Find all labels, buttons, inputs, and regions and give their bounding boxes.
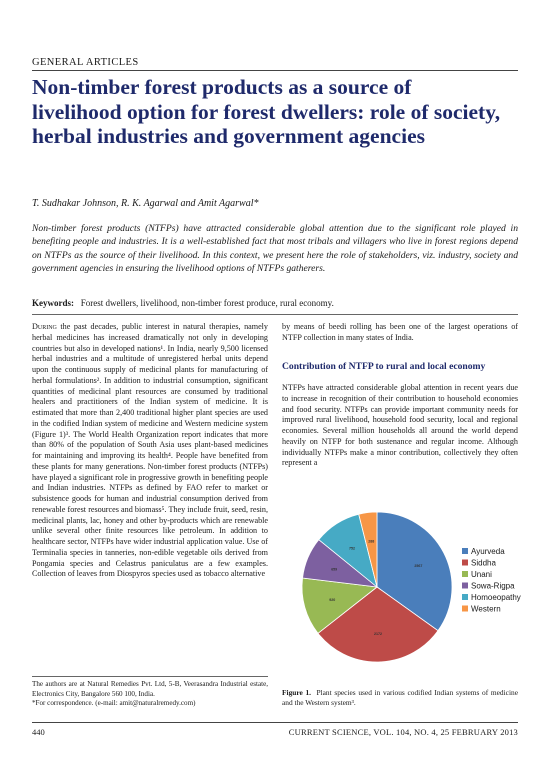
article-title: Non-timber forest products as a source of livelihood option for forest dwellers: role of society, herbal industries and government agencies (32, 75, 501, 148)
pie-chart-svg (282, 500, 522, 675)
legend-label-siddha: Siddha (471, 558, 496, 568)
keywords-line (32, 298, 518, 308)
footnote (32, 680, 268, 709)
legend-swatch-western (462, 606, 468, 612)
body-left-column (32, 322, 268, 580)
footnote-correspondence: *For correspondence. (e-mail: amit@naturalremedy.com) (32, 699, 196, 707)
keywords-label: Keywords: (32, 298, 74, 308)
figure-1-chart (282, 500, 522, 675)
legend-label-sowa-rigpa: Sowa-Rigpa (471, 581, 515, 591)
footer-rule (32, 722, 518, 723)
figure-caption (282, 688, 518, 707)
article-abstract: Non-timber forest products (NTFPs) have attracted considerable global attention due to the significant role played in benefiting people and industries. It is a well-established fact that most tribals and villagers who live in forest regions depend on NTFPs as the source of their livelihood. In this context, we present here the role of stakeholders, viz. industry, society and government agencies in ensuring the livelihood options of NTFPs gatherers. (32, 223, 518, 274)
legend-label-ayurveda: Ayurveda (471, 547, 505, 556)
figure-caption-label: Figure 1. (282, 688, 312, 697)
footnote-rule (32, 676, 268, 677)
body-left-text: the past decades, public interest in natural therapies, namely herbal medicines has increased dramatically not only in developing countries but also in developed nations¹. In India, nearly 9,500 licensed herbal industries and a multitude of unregistered herbal units depend upon the continuous supply of medicinal plants for manufacturing of herbal formulations². In addition to industrial consumption, significant quantities of medicinal plant resources are consumed by traditional healers and practitioners of the Indian system of medicine. It is estimated that more than 2,400 traditional higher plant species are used in the codified Indian system of medicine and Western medicine system (Figure 1)³. The World Health Organization report indicates that more than 80% of the population of South Asia uses plant-based medicines for maintaining and improving its health⁴. People have benefited from these plants for many generations. Non-timber forest products (NTFPs) have played a significant role in progressive growth in benefiting people and Indian industries. NTFPs as defined by FAO refer to market or subsistence goods for human and industrial consumption derived from renewable forest resources and biomass⁵. They include fruit, seed, resin, medicinal plants, lac, honey and other by-products which are renewable unlike several other finite resources like petroleum. In addition to healthcare sector, NTFPs have wider industrial application value. Use of Terminalia species in tanneries, non-edible vegetable oils derived from Pongamia species and Celastrus paniculatus are a few examples. Collection of leaves from Diospyros species used as tobacco alternative (32, 322, 268, 579)
slice-value-label-western: 288 (368, 539, 375, 544)
journal-citation: CURRENT SCIENCE, VOL. 104, NO. 4, 25 FEBRUARY 2013 (288, 727, 518, 737)
figure-caption-text: Plant species used in various codified Indian systems of medicine and the Western system³. (282, 688, 518, 707)
legend-swatch-unani (462, 571, 468, 577)
legend-label-unani: Unani (471, 570, 492, 579)
section-heading: Contribution of NTFP to rural and local economy (282, 361, 486, 372)
body-right-paragraph-1: by means of beedi rolling has been one of the largest operations of NTFP collection in many states of India. (282, 322, 518, 342)
header-rule (32, 70, 518, 71)
legend-swatch-ayurveda (462, 548, 468, 554)
slice-value-label-sowa-rigpa: 659 (331, 567, 338, 572)
keywords-text: Forest dwellers, livelihood, non-timber forest produce, rural economy. (80, 298, 334, 308)
body-right-paragraph-2: NTFPs have attracted considerable global attention in recent years due to increase in recognition of their contribution to household economies and food security. NTFPs can provide important community needs for improved rural livelihood, household food security, local and regional economies. Several million households all around the world depend heavily on NTFP for both sustenance and regular income. Although individually NTFPs make a minor contribution, collectively they often represent a (282, 383, 518, 468)
slice-value-label-unani: 920 (329, 598, 336, 603)
legend-swatch-siddha (462, 560, 468, 566)
legend-label-western: Western (471, 604, 501, 614)
legend-swatch-sowa-rigpa (462, 583, 468, 589)
slice-value-label-siddha: 2172 (374, 631, 383, 636)
page-number: 440 (32, 727, 45, 737)
keywords-rule (32, 314, 518, 315)
legend-swatch-homoeopathy (462, 594, 468, 600)
section-label: GENERAL ARTICLES (32, 57, 139, 68)
legend-label-homoeopathy: Homoeopathy (471, 593, 521, 602)
article-authors: T. Sudhakar Johnson, R. K. Agarwal and Amit Agarwal* (32, 198, 259, 209)
slice-value-label-homoeopathy: 752 (349, 546, 356, 551)
slice-value-label-ayurveda: 2567 (414, 564, 423, 569)
drop-word: During (32, 322, 57, 331)
footnote-affiliation: The authors are at Natural Remedies Pvt. Ltd, 5-B, Veerasandra Industrial estate, Electronics City, Bangalore 560 100, India. (32, 680, 268, 698)
